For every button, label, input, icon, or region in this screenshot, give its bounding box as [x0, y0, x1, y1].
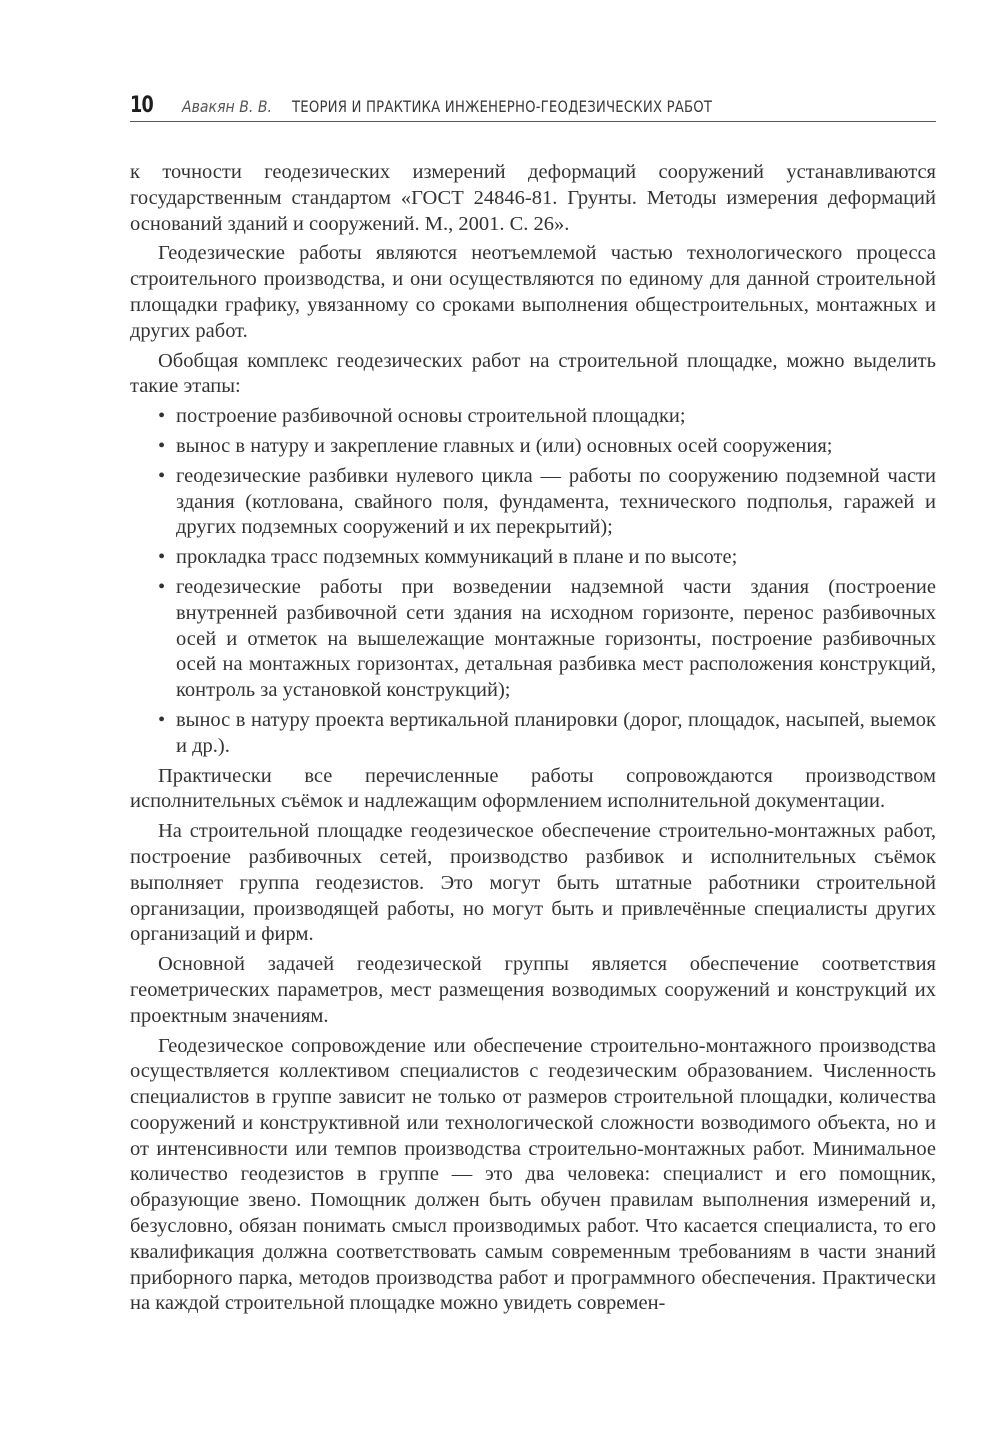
list-item [130, 464, 936, 541]
list-item-text: прокладка трасс подземных коммуникаций в плане и по высоте; [176, 546, 738, 569]
bullet-icon: • [158, 546, 166, 569]
list-item [130, 404, 936, 430]
bullet-icon: • [158, 405, 166, 428]
author-name: Авакян В. В. [182, 97, 272, 116]
paragraph-7: Геодезическое сопровождение или обеспечение строительно-монтажного производства осуществляется коллективом специалистов с геодезическим образованием. Численность специалистов в группе зависит не только от размеров строительной площадки, количества сооружений и конструктивной или технологической сложности возводимого объекта, но и от интенсивности или темпов производства строительно-монтажных работ. Минимальное количество геодезистов в группе — это два человека: специалист и его помощник, образующие звено. Помощник должен быть обучен правилам выполнения измерений и, безусловно, обязан понимать смысл производимых работ. Что касается специалиста, то его квалификация должна соответствовать самым современным требованиям в части знаний приборного парка, методов производства работ и программного обеспечения. Практически на каждой строительной площадке можно увидеть современ- [130, 1034, 936, 1315]
bullet-icon: • [158, 434, 166, 457]
body-text [130, 160, 936, 1317]
paragraph-5: На строительной площадке геодезическое обеспечение строительно-монтажных работ, построение разбивочных сетей, производство разбивок и исполнительных съёмок выполняет группа геодезистов. Это могут быть штатные работники строительной организации, производящей работы, но могут быть и привлечённые специалисты других организаций и фирм. [130, 820, 936, 946]
list-item-text: построение разбивочной основы строительной площадки; [176, 405, 686, 428]
bullet-icon: • [158, 575, 166, 598]
list-item [130, 708, 936, 760]
paragraph-4: Практически все перечисленные работы сопровождаются производством исполнительных съёмок и надлежащим оформлением исполнительной документации. [130, 764, 936, 813]
bullet-icon: • [158, 464, 166, 487]
book-page [130, 93, 936, 1321]
stages-list [130, 404, 936, 759]
list-item [130, 545, 936, 571]
paragraph-6: Основной задачей геодезической группы является обеспечение соответствия геометрических параметров, мест размещения возводимых сооружений и конструкций их проектным значениям. [130, 953, 936, 1027]
list-item [130, 434, 936, 460]
list-item-text: вынос в натуру проекта вертикальной планировки (дорог, площадок, насыпей, выемок и др.). [176, 708, 936, 757]
list-item-text: вынос в натуру и закрепление главных и (или) основных осей сооружения; [176, 434, 833, 457]
list-item [130, 575, 936, 704]
paragraph-2: Геодезические работы являются неотъемлемой частью технологического процесса строительного производства, и они осуществляются по единому для данной строительной площадки графику, увязанному со сроками выполнения общестроительных, монтажных и других работ. [130, 242, 936, 342]
page-number: 10 [130, 93, 153, 118]
list-item-text: геодезические разбивки нулевого цикла — работы по сооружению подземной части здания (котлована, свайного поля, фундамента, технического подполья, гаражей и других подземных сооружений и их перекрытий); [176, 464, 936, 539]
list-item-text: геодезические работы при возведении надземной части здания (построение внутренней разбивочной сети здания на исходном горизонте, перенос разбивочных осей и отметок на вышележащие монтажные горизонты, построение разбивочных осей на монтажных горизонтах, детальная разбивка мест расположения конструкций, контроль за установкой конструкций); [176, 575, 936, 702]
bullet-icon: • [158, 708, 166, 731]
running-header [130, 93, 936, 122]
paragraph-1: к точности геодезических измерений деформаций сооружений устанавливаются государственным стандартом «ГОСТ 24846-81. Грунты. Методы измерения деформаций оснований зданий и сооружений. М., 2001. С. 26». [130, 161, 936, 235]
book-title: ТЕОРИЯ И ПРАКТИКА ИНЖЕНЕРНО-ГЕОДЕЗИЧЕСКИХ РАБОТ [292, 97, 713, 116]
paragraph-3: Обобщая комплекс геодезических работ на строительной площадке, можно выделить такие этапы: [130, 349, 936, 398]
